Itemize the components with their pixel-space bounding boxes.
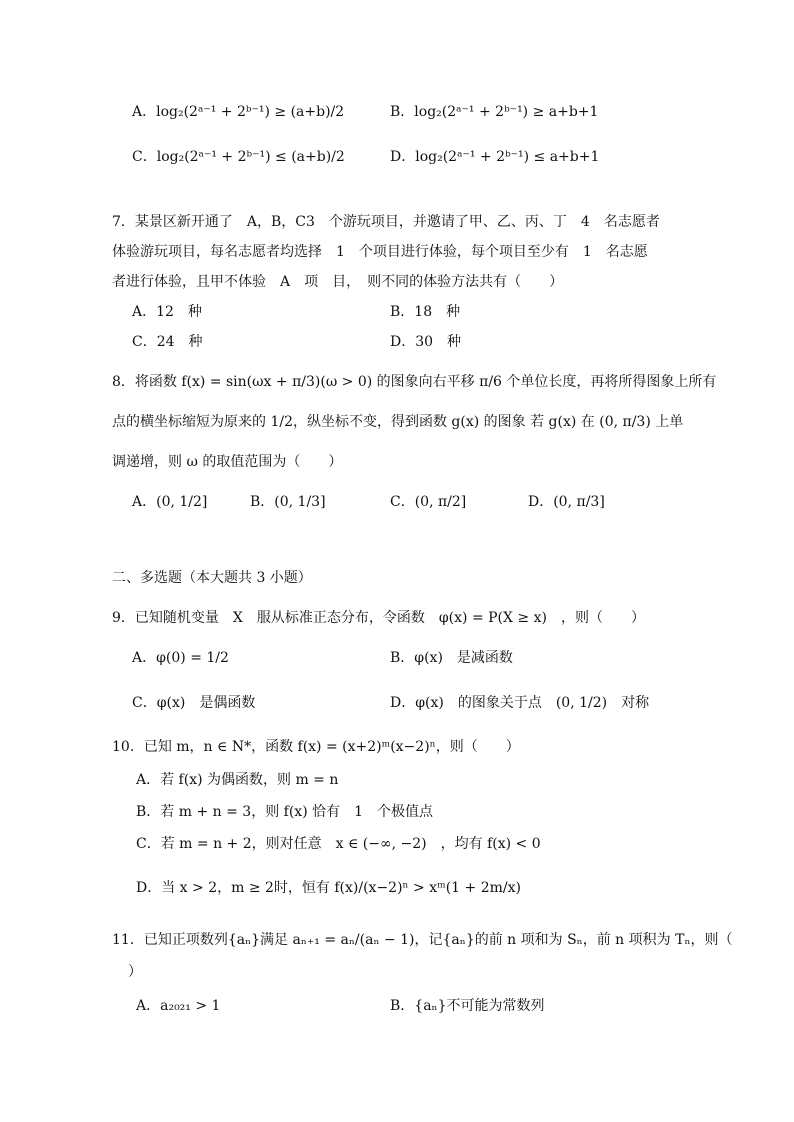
q10-option-d: D．当 x > 2，m ≥ 2时，恒有 f(x)/(x−2)ⁿ > xᵐ(1 + 2m/x) — [136, 880, 521, 896]
q8-option-a: A．(0, 1/2] — [132, 494, 208, 510]
section-2-title: 二、多选题（本大题共 3 小题） — [112, 570, 312, 586]
q7-option-d: D．30 种 — [390, 334, 462, 350]
q6-option-b: B．log₂(2ᵃ⁻¹ + 2ᵇ⁻¹) ≥ a+b+1 — [390, 104, 599, 120]
q8-stem-line-1: 8．将函数 f(x) = sin(ωx + π/3)(ω > 0) 的图象向右平移 π/6 个单位长度，再将所得图象上所有 — [112, 374, 717, 390]
q9-option-a: A．φ(0) = 1/2 — [132, 650, 229, 666]
q10-option-a: A．若 f(x) 为偶函数，则 m = n — [136, 772, 339, 788]
q8-option-c: C．(0, π/2] — [390, 494, 467, 510]
q8-stem-line-2: 点的横坐标缩短为原来的 1/2，纵坐标不变，得到函数 g(x) 的图象 若 g(x) 在 (0, π/3) 上单 — [112, 414, 684, 430]
q9-stem: 9．已知随机变量 X 服从标准正态分布，令函数 φ(x) = P(X ≥ x) ，则（ ） — [112, 610, 645, 626]
q7-stem-line-2: 体验游玩项目，每名志愿者均选择 1 个项目进行体验，每个项目至少有 1 名志愿 — [112, 244, 648, 260]
q7-option-c: C．24 种 — [132, 334, 203, 350]
q6-option-a: A．log₂(2ᵃ⁻¹ + 2ᵇ⁻¹) ≥ (a+b)/2 — [132, 104, 345, 120]
q9-option-c: C．φ(x) 是偶函数 — [132, 695, 256, 711]
q11-stem-line-1: 11．已知正项数列{aₙ}满足 aₙ₊₁ = aₙ/(aₙ − 1)，记{aₙ}的前 n 项和为 Sₙ，前 n 项积为 Tₙ，则（ — [112, 932, 733, 948]
q10-option-b: B．若 m + n = 3，则 f(x) 恰有 1 个极值点 — [136, 804, 434, 820]
q11-option-a: A．a₂₀₂₁ > 1 — [136, 998, 221, 1014]
q10-stem: 10．已知 m，n ∈ N*，函数 f(x) = (x+2)ᵐ(x−2)ⁿ，则（ ） — [112, 739, 520, 755]
q7-stem-line-1: 7．某景区新开通了 A，B，C3 个游玩项目，并邀请了甲、乙、丙、丁 4 名志愿者 — [112, 214, 660, 230]
q6-option-c: C．log₂(2ᵃ⁻¹ + 2ᵇ⁻¹) ≤ (a+b)/2 — [132, 149, 345, 165]
q7-option-a: A．12 种 — [132, 304, 202, 320]
q9-option-d: D．φ(x) 的图象关于点 (0, 1/2) 对称 — [390, 695, 650, 711]
q7-stem-line-3: 者进行体验，且甲不体验 A 项 目， 则不同的体验方法共有（ ） — [112, 274, 564, 290]
q11-stem-line-2: ） — [128, 964, 142, 980]
q8-option-b: B．(0, 1/3] — [250, 494, 326, 510]
q8-option-d: D．(0, π/3] — [528, 494, 605, 510]
q11-option-b: B．{aₙ}不可能为常数列 — [390, 998, 545, 1014]
q10-option-c: C．若 m = n + 2，则对任意 x ∈ (−∞, −2) ，均有 f(x) < 0 — [136, 836, 541, 852]
q8-stem-line-3: 调递增，则 ω 的取值范围为（ ） — [112, 454, 343, 470]
q6-option-d: D．log₂(2ᵃ⁻¹ + 2ᵇ⁻¹) ≤ a+b+1 — [390, 149, 600, 165]
q7-option-b: B．18 种 — [390, 304, 461, 320]
q9-option-b: B．φ(x) 是减函数 — [390, 650, 513, 666]
